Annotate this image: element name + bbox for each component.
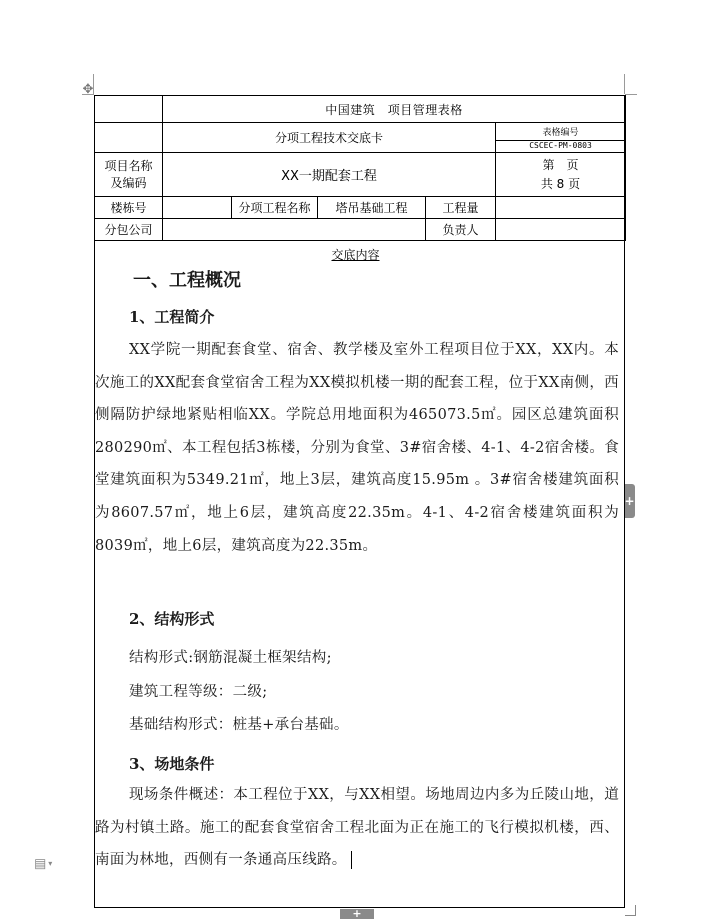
- total-pages: 共 8 页: [540, 176, 581, 191]
- person-in-charge-field[interactable]: [496, 219, 626, 241]
- structure-line: 结构形式:钢筋混凝土框架结构;: [129, 650, 332, 666]
- subsection-title-structure: 2、结构形式: [129, 610, 215, 628]
- side-plus-icon[interactable]: +: [624, 484, 635, 518]
- crop-mark: [624, 74, 625, 94]
- subcontractor-label: 分包公司: [95, 219, 163, 241]
- page-cell: [496, 153, 626, 197]
- subitem-name-label: 分项工程名称: [232, 197, 318, 219]
- section-title: 一、工程概况: [133, 270, 241, 291]
- form-name: 分项工程技术交底卡: [163, 123, 496, 153]
- paragraph-site: [95, 779, 619, 877]
- table-resize-handle[interactable]: [625, 905, 636, 916]
- project-label-text: 项目名称 及编码: [104, 158, 153, 190]
- quantity-field[interactable]: [496, 197, 626, 219]
- bottom-plus-icon[interactable]: +: [340, 909, 374, 919]
- table-move-handle-icon[interactable]: ✥: [82, 82, 94, 97]
- subsection-title-intro: 1、工程简介: [129, 308, 215, 326]
- paragraph-intro: XX学院一期配套食堂、宿舍、教学楼及室外工程项目位于XX，XX内。本次施工的XX配套食堂宿舍工程为XX模拟机楼一期的配套工程，位于XX南侧，西侧隔防护绿地紧贴相临XX。学院总用地面积为465073.5㎡。园区总建筑面积280290㎡、本工程包括3栋楼，分别为食堂、3#宿舍楼、4-1、4-2宿舍楼。食堂建筑面积为5349.21㎡，地上3层，建筑高度15.95m 。3#宿舍楼建筑面积为8607.57㎡，地上6层，建筑高度22.35m。4-1、4-2宿舍楼建筑面积为8039㎡，地上6层，建筑高度为22.35m。: [95, 342, 619, 554]
- subitem-name-field[interactable]: 塔吊基础工程: [318, 197, 426, 219]
- building-no-field[interactable]: [163, 197, 232, 219]
- subsection-title-site: 3、场地条件: [129, 755, 215, 773]
- form-number-label: 表格编号: [542, 128, 579, 138]
- form-number-cell: [496, 123, 626, 153]
- text-cursor: [351, 851, 353, 869]
- document-icon[interactable]: ▤ ▾: [34, 856, 53, 872]
- structure-line: 基础结构形式：桩基+承台基础。: [129, 717, 349, 733]
- subcontractor-field[interactable]: [163, 219, 426, 241]
- chevron-down-icon: ▾: [48, 859, 53, 868]
- page-label: 第 页: [542, 157, 579, 172]
- building-no-label: 楼栋号: [95, 197, 163, 219]
- person-in-charge-label: 负责人: [426, 219, 496, 241]
- structure-line: 建筑工程等级：二级;: [129, 684, 268, 700]
- company-title: 中国建筑 项目管理表格: [163, 96, 626, 123]
- crop-mark: [625, 94, 637, 95]
- paragraph-site-text: 现场条件概述：本工程位于XX，与XX相望。场地周边内多为丘陵山地，道路为村镇土路。施工的配套食堂宿舍工程北面为正在施工的飞行模拟机楼，西、南面为林地，西侧有一条通高压线路。: [95, 787, 619, 869]
- form-number: CSCEC-PM-0803: [496, 140, 625, 150]
- form-header-table: [94, 95, 626, 241]
- content-heading-link[interactable]: 交底内容: [331, 248, 380, 262]
- project-label: [95, 153, 163, 197]
- project-name[interactable]: XX一期配套工程: [163, 153, 496, 197]
- quantity-label: 工程量: [426, 197, 496, 219]
